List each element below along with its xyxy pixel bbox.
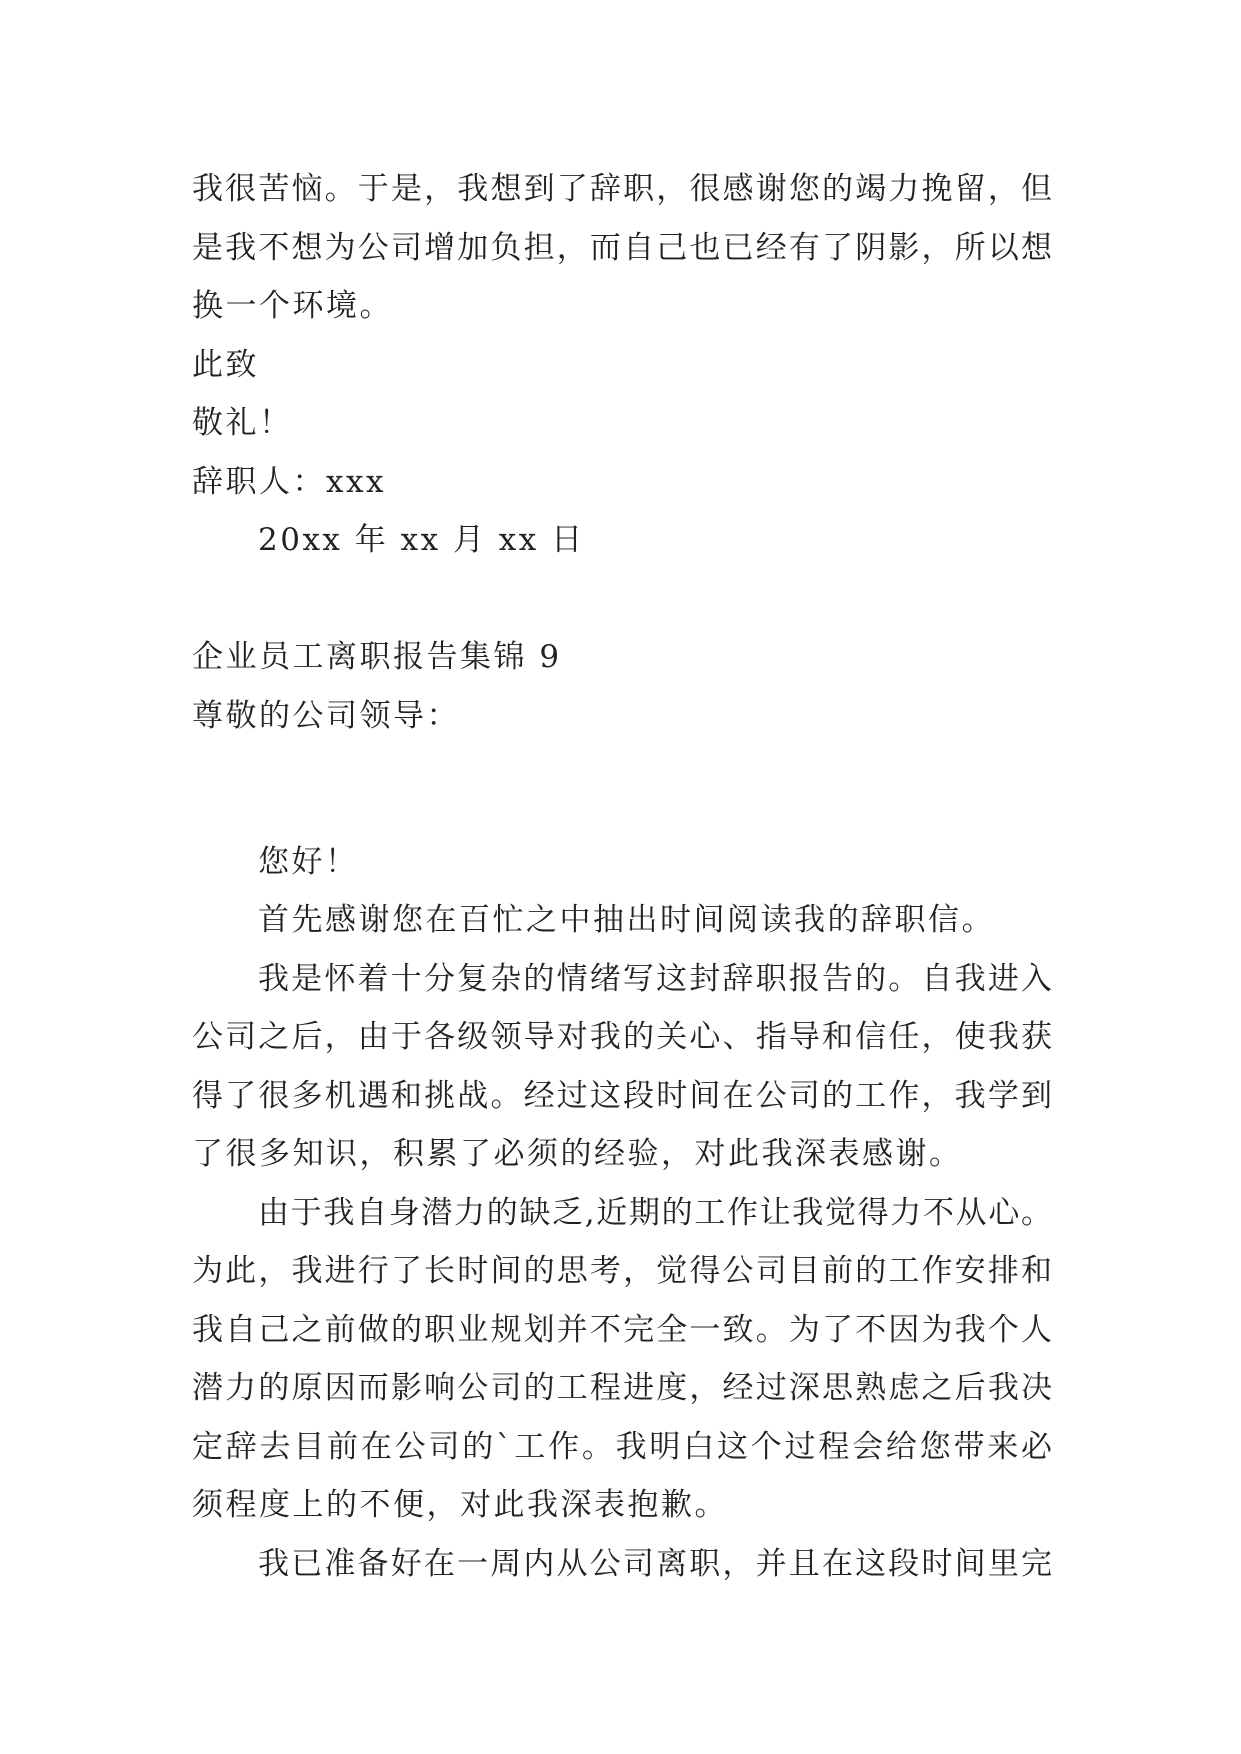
paragraph-3-line: 潜力的原因而影响公司的工程进度，经过深思熟虑之后我决	[192, 1370, 1052, 1406]
paragraph-4-line: 我已准备好在一周内从公司离职，并且在这段时间里完	[258, 1545, 1052, 1582]
greeting: 您好！	[258, 843, 359, 880]
date-line: 20xx 年 xx 月 xx 日	[258, 522, 585, 558]
document-body	[192, 160, 1052, 1593]
signer-line: 辞职人：xxx	[192, 463, 386, 500]
paragraph-3-line: 为此，我进行了长时间的思考，觉得公司目前的工作安排和	[192, 1253, 1052, 1289]
salutation: 尊敬的公司领导：	[192, 697, 460, 734]
paragraph-2-line: 得了很多机遇和挑战。经过这段时间在公司的工作，我学到	[192, 1077, 1052, 1114]
text-line: 换一个环境。	[192, 288, 393, 324]
spacer	[192, 804, 1052, 833]
paragraph-1-line: 首先感谢您在百忙之中抽出时间阅读我的辞职信。	[258, 902, 995, 938]
paragraph-3-line: 由于我自身潜力的缺乏,近期的工作让我觉得力不从心。	[258, 1194, 1052, 1231]
spacer	[192, 570, 1052, 629]
paragraph-2-line: 公司之后，由于各级领导对我的关心、指导和信任，使我获	[192, 1019, 1052, 1055]
spacer	[192, 745, 1052, 804]
paragraph-3-line: 须程度上的不便，对此我深表抱歉。	[192, 1487, 728, 1523]
paragraph-2-line: 了很多知识，积累了必须的经验，对此我深表感谢。	[192, 1136, 963, 1172]
paragraph-3-line: 定辞去目前在公司的`工作。我明白这个过程会给您带来必	[192, 1428, 1052, 1465]
paragraph-2-line: 我是怀着十分复杂的情绪写这封辞职报告的。自我进入	[258, 960, 1052, 997]
section-title: 企业员工离职报告集锦 9	[192, 639, 562, 675]
text-line: 是我不想为公司增加负担，而自己也已经有了阴影，所以想	[192, 229, 1052, 266]
paragraph-3-line: 我自己之前做的职业规划并不完全一致。为了不因为我个人	[192, 1311, 1052, 1348]
text-line: 我很苦恼。于是，我想到了辞职，很感谢您的竭力挽留，但	[192, 171, 1052, 207]
closing-line-2: 敬礼！	[192, 405, 293, 441]
closing-line-1: 此致	[192, 346, 259, 383]
